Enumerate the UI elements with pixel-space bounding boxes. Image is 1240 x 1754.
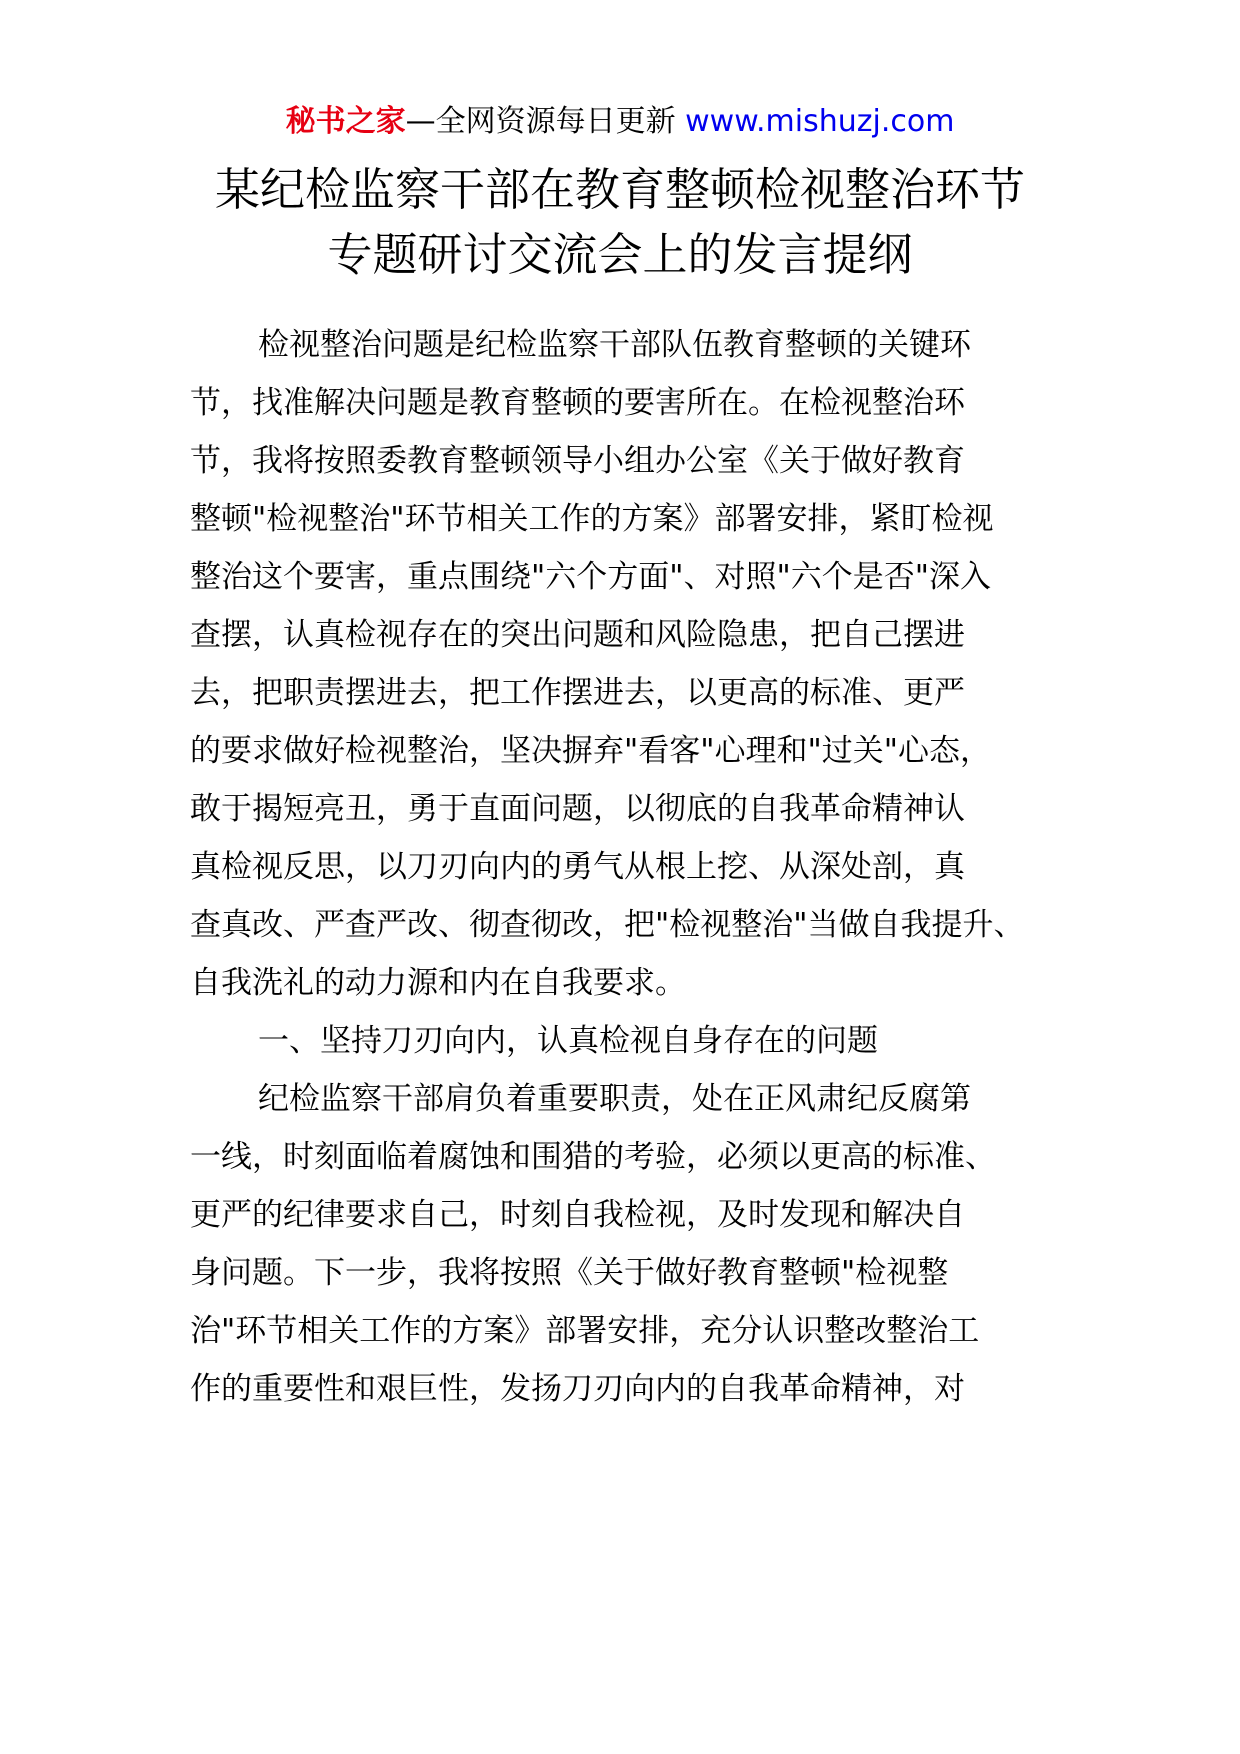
site-url-link[interactable]: www.mishuzj.com <box>685 104 955 139</box>
document-title-line-2: 专题研讨交流会上的发言提纲 <box>327 228 913 281</box>
paragraph-line: 查摆，认真检视存在的突出问题和风险隐患，把自己摆进 <box>190 617 965 653</box>
paragraph-line: 节，我将按照委教育整顿领导小组办公室《关于做好教育 <box>190 443 965 479</box>
paragraph-line: 真检视反思，以刀刃向内的勇气从根上挖、从深处剖，真 <box>190 849 965 885</box>
paragraph-line: 自我洗礼的动力源和内在自我要求。 <box>190 965 686 1001</box>
paragraph-line: 整治这个要害，重点围绕"六个方面"、对照"六个是否"深入 <box>190 559 992 595</box>
section-heading: 一、坚持刀刃向内，认真检视自身存在的问题 <box>258 1023 878 1059</box>
paragraph-line: 查真改、严查严改、彻查彻改，把"检视整治"当做自我提升、 <box>190 907 1025 943</box>
paragraph-line: 身问题。下一步，我将按照《关于做好教育整顿"检视整 <box>190 1255 949 1291</box>
site-brand: 秘书之家 <box>285 104 406 139</box>
site-tagline: —全网资源每日更新 <box>405 104 686 139</box>
paragraph-line: 整顿"检视整治"环节相关工作的方案》部署安排，紧盯检视 <box>190 501 994 537</box>
paragraph-line: 敢于揭短亮丑，勇于直面问题，以彻底的自我革命精神认 <box>190 791 965 827</box>
site-header <box>0 102 1240 142</box>
paragraph-line: 节，找准解决问题是教育整顿的要害所在。在检视整治环 <box>190 385 965 421</box>
paragraph-line: 作的重要性和艰巨性，发扬刀刃向内的自我革命精神，对 <box>190 1371 965 1407</box>
paragraph-line: 更严的纪律要求自己，时刻自我检视，及时发现和解决自 <box>190 1197 965 1233</box>
document-title-line-1: 某纪检监察干部在教育整顿检视整治环节 <box>214 163 1025 216</box>
paragraph-line: 去，把职责摆进去，把工作摆进去，以更高的标准、更严 <box>190 675 965 711</box>
paragraph-line: 纪检监察干部肩负着重要职责，处在正风肃纪反腐第 <box>258 1081 971 1117</box>
paragraph-line: 一线，时刻面临着腐蚀和围猎的考验，必须以更高的标准、 <box>190 1139 996 1175</box>
paragraph-line: 的要求做好检视整治，坚决摒弃"看客"心理和"过关"心态， <box>190 733 992 769</box>
paragraph-line: 检视整治问题是纪检监察干部队伍教育整顿的关键环 <box>258 327 971 363</box>
paragraph-line: 治"环节相关工作的方案》部署安排，充分认识整改整治工 <box>190 1313 980 1349</box>
